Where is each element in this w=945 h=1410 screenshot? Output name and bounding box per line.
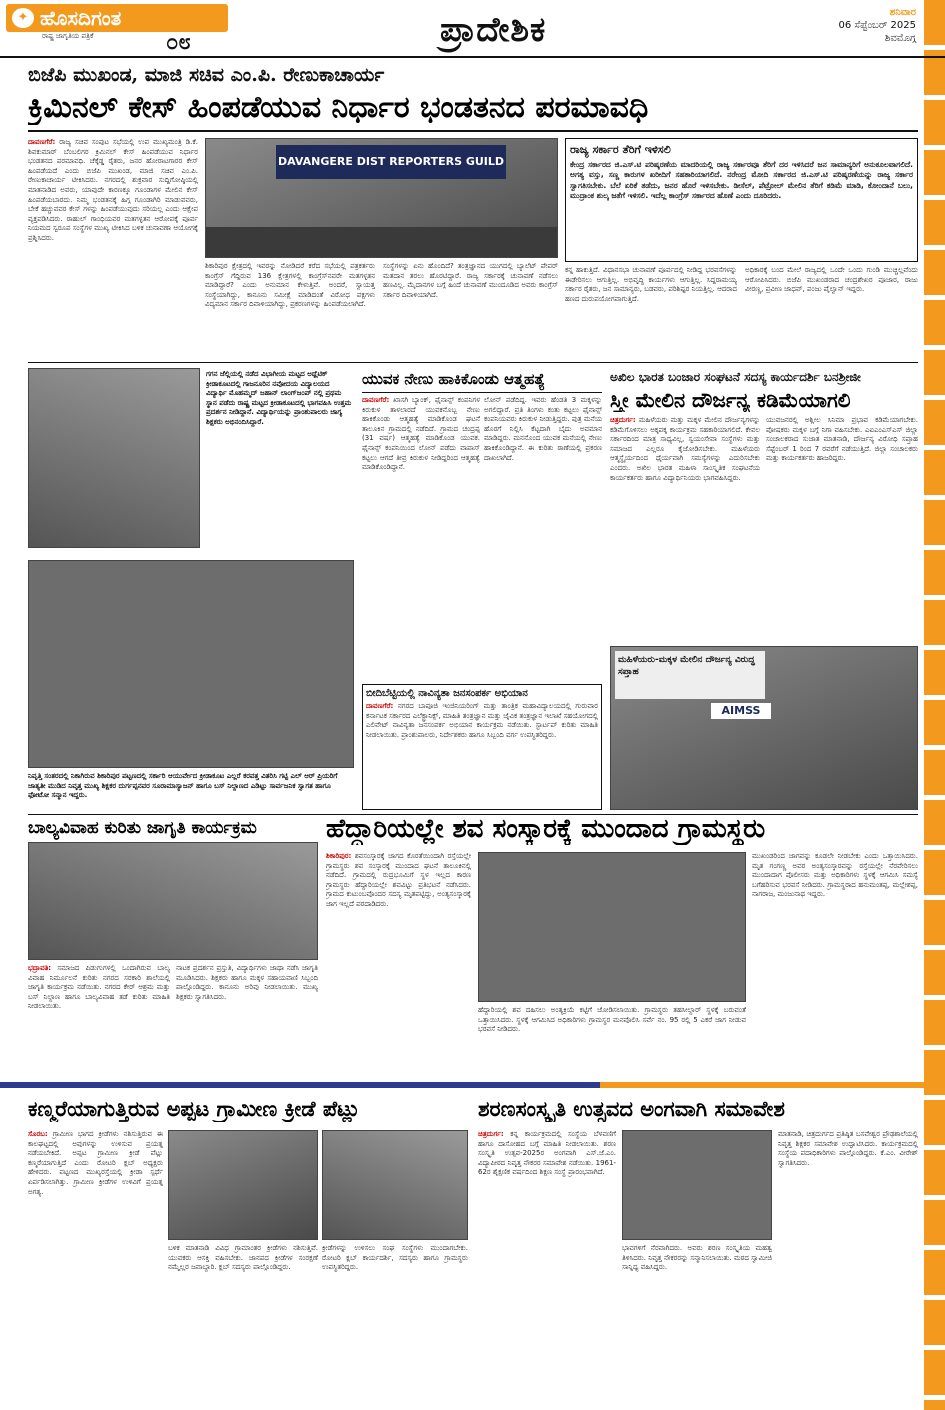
school-photo (28, 368, 200, 548)
suicide-column-1: ದಾವಣಗೆರೆ: ಖಾಸಗಿ ಬ್ಯಾಂಕ್, ಫೈನಾನ್ಸ್ ಕಂಪನಿಗಳ ಕಿರುಕುಳ ತಾಳಲಾರದೆ ಯುವಕನೊಬ್ಬ ನೇಣು ಹಾಕಿಕೊಂಡು ಆತ್ಮಹತ್ಯೆ ಮಾಡಿಕೊಂಡ ಘಟನೆ ತಾಲೂಕಿನ ಗ್ರಾಮದಲ್ಲಿ ನಡೆದಿದೆ. ಗ್ರಾಮದ ಚಂದ್ರಪ್ಪ (31 ವರ್ಷ) ಆತ್ಮಹತ್ಯೆ ಮಾಡಿಕೊಂಡ ಯುವಕ. ಫೈನಾನ್ಸ್ ಕಂಪನಿಯಿಂದ ಲೋನ್ ಪಡೆದು ವಾಪಾಸ್ ಕಟ್ಟಲು ಆಗದೆ ತೀವ್ರ ಕಿರುಕುಳ ನೀಡಿದ್ದರಿಂದ ಆತ್ಮಹತ್ಯೆ ಮಾಡಿಕೊಂಡಿದ್ದಾನೆ. (362, 396, 480, 472)
cremation-photo (478, 852, 746, 1002)
day-label: ಶನಿವಾರ (889, 7, 916, 18)
cremation-headline: ಹೆದ್ದಾರಿಯಲ್ಲೇ ಶವ ಸಂಸ್ಕಾರಕ್ಕೆ ಮುಂದಾದ ಗ್ರಾಮಸ್ಥರು (326, 814, 766, 844)
sharana-column-2: ಭಾವಗಳಿಗೆ ನೆರವಾಗಿದರು. ಅವರು ಶರಣ ಸಂಸ್ಕೃತಿಯ ಮಹತ್ವ ತಿಳಿಸಿದರು. ನಿವೃತ್ತ ನೌಕರರನ್ನು ಸನ್ಮಾನಿಸಲಾಯಿತು. ಮಠದ ಸ್ವಾಮೀಜಿ ಸಾನ್ನಿಧ್ಯ ವಹಿಸಿದ್ದರು. (622, 1244, 772, 1272)
date-label: 06 ಸೆಪ್ಟೆಂಬರ್ 2025 (838, 20, 916, 31)
child-marriage-column-2: ನಾಟಕ ಪ್ರದರ್ಶನ ಪ್ರಸ್ತುತಿ, ವಿದ್ಯಾರ್ಥಿಗಳು ಜಾಥಾ ನಡೆಸಿ ಜಾಗೃತಿ ಮೂಡಿಸಿದರು. ಶಿಕ್ಷಕರು ಹಾಗೂ ಮಕ್ಕಳ ಸಹಾಯವಾಣಿ ಸಿಬ್ಬಂದಿ ಪಾಲ್ಗೊಂಡಿದ್ದರು. ಕಾನೂನು ಅರಿವು ನೀಡಲಾಯಿತು. ಮುಖ್ಯ ಶಿಕ್ಷಕರು ಸ್ವಾಗತಿಸಿದರು. (176, 964, 318, 1001)
page-number: ೦೮ (166, 30, 191, 55)
suicide-rule (362, 392, 602, 393)
divider (28, 362, 918, 363)
banjara-photo-banner: ಮಹಿಳೆಯರು-ಮಕ್ಕಳ ಮೇಲಿನ ದೌರ್ಜನ್ಯ ವಿರುದ್ಧ ಸಪ್ತಾಹ (615, 651, 765, 699)
lead-column-3: ಸಂಸ್ಥೆಗಳನ್ನು ಏನು ಹೊಂದಿದೆ? ತಂತ್ರಜ್ಞಾನದ ಯುಗದಲ್ಲಿ ಬ್ಯಾಲೆಟ್ ಪೇಪರ್ ಮತದಾನ ತರಲು ಹೊರಟಿದ್ದಾರೆ. ರಾಜ್ಯ ಸರ್ಕಾರಕ್ಕೆ ಚುನಾವಣೆ ನಡೆಸಲು ಹಣವಿಲ್ಲ. ಮೈದಾನಗಳ ಬಗ್ಗೆ ಹಿಂದೆ ಚುನಾವಣೆ ಮುಂದೂಡಿದ ಅವರು ಕಾಂಗ್ರೆಸ್ ಸರ್ಕಾರ ದಿವಾಳಿಯಾಗಿದೆ. (383, 262, 558, 299)
awareness-body: ದಾವಣಗೆರೆ: ನಗರದ ಬಾಪೂಜಿ ಇಂಜಿನಿಯರಿಂಗ್ ಮತ್ತು ತಾಂತ್ರಿಕ ಮಹಾವಿದ್ಯಾಲಯದಲ್ಲಿ ಗುರುವಾರ ಕರ್ನಾಟಕ ಸರ್ಕಾರದ ಎಲೆಕ್ಟ್ರಾನಿಕ್ಸ್, ಮಾಹಿತಿ ತಂತ್ರಜ್ಞಾನ ಮತ್ತು ಜೈವಿಕ ತಂತ್ರಜ್ಞಾನ ಇಲಾಖೆ ಸಹಯೋಗದಲ್ಲಿ ಎಲಿವೇಟ್ ನಾವಿನ್ಯತಾ ಜನಸಂಪರ್ಕ ಅಭಿಯಾನ ಕಾರ್ಯಕ್ರಮ ನಡೆಯಿತು. ಸ್ಟಾರ್ಟಪ್ ಕುರಿತು ಮಾಹಿತಿ ನೀಡಲಾಯಿತು. ಪ್ರಾಂಶುಪಾಲರು, ನಿರ್ದೇಶಕರು ಹಾಗೂ ಸಿಬ್ಬಂದಿ ವರ್ಗ ಉಪಸ್ಥಿತರಿದ್ದರು. (366, 702, 598, 739)
sports-photo-1 (168, 1130, 318, 1240)
lead-kicker: ಬಿಜೆಪಿ ಮುಖಂಡ, ಮಾಜಿ ಸಚಿವ ಎಂ.ಪಿ. ರೇಣುಕಾಚಾರ್ಯ (28, 64, 385, 86)
child-marriage-photo (28, 842, 318, 960)
page-edge-strip (924, 0, 945, 1410)
lead-rule (28, 130, 918, 132)
suicide-column-2: ಲೋನ್ ಪಡೆದಿದ್ದ. ಇವರು ಹೆಂಡತಿ 3 ಮಕ್ಕಳನ್ನು ಅಗಲಿದ್ದಾರೆ. ಪ್ರತಿ ತಿಂಗಳು ಕಂತು ಕಟ್ಟಲು ಫೈನಾನ್ಸ್ ಕಂಪನಿಯವರು ಕಿರುಕುಳ ನೀಡುತ್ತಿದ್ದರು. ಪುತ್ರ ಮನೆಯ ಹೊರಗೆ ನಿಲ್ಲಿಸಿ ಕೆಟ್ಟದಾಗಿ ಬೈದು ಅವಮಾನ ಮಾಡಿದ್ದರು. ಮನನೊಂದ ಯುವಕ ಮನೆಯಲ್ಲಿ ನೇಣು ಹಾಕಿಕೊಂಡಿದ್ದಾನೆ. ಈ ಕುರಿತು ಠಾಣೆಯಲ್ಲಿ ಪ್ರಕರಣ ದಾಖಲಾಗಿದೆ. (484, 396, 602, 462)
sports-photo-2 (322, 1130, 468, 1240)
sharana-column-1: ಚಿತ್ರದುರ್ಗ: ಕನ್ನ ಕಾರ್ಯಕ್ರಮದಲ್ಲಿ ಸಂಸ್ಥೆಯ ಬೆಳವಣಿಗೆ ಹಾಗೂ ದಾಸೋಹದ ಬಗ್ಗೆ ಮಾಹಿತಿ ನೀಡಲಾಯಿತು. ಶರಣ ಸಂಸ್ಕೃತಿ ಉತ್ಸವ-2025ರ ಅಂಗವಾಗಿ ಎಸ್.ಜೆ.ಎಂ. ವಿದ್ಯಾಪೀಠದ ನಿವೃತ್ತ ನೌಕರರ ಸಮಾವೇಶ ನಡೆಯಿತು. 1961-62ರ ಶೈಕ್ಷಣಿಕ ವರ್ಷದಿಂದ ಶಿಕ್ಷಣ ಸಂಸ್ಥೆ ಪ್ರಾರಂಭವಾಗಿದೆ. (478, 1130, 616, 1177)
lead-column-2: ಶಿಕಾರಿಪುರ ಕ್ಷೇತ್ರದಲ್ಲಿ ಇವರನ್ನು ನೋಡಿದರೆ ಕರೆದ ಸಭೆಯಲ್ಲಿ ಪತ್ರಕರ್ತರು ಕಾಂಗ್ರೆಸ್ ಗೆದ್ದಿರುವ 136 ಕ್ಷೇತ್ರಗಳಲ್ಲಿ ಕಾಂಗ್ರೆಸ್‌ನವರೇ ಮತಗಳ್ಳತನ ಮಾಡಿದ್ದಾರೆ? ಎಂದು ಅನುಮಾನ ಕೇಳುತ್ತಿವೆ. ಅಂದರೆ, ಸ್ವಾಯತ್ತ ಸಂಸ್ಥೆಯಾಗಿದ್ದು, ಕಾನೂನು ಸಮೀಕ್ಷೆ ಮಾಡಿದಂತೆ ವಿರೋಧ ಪಕ್ಷಗಳು ವಿದ್ಯಮಾನ ಸರ್ಕಾರ ದಿವಾಳಿಯಾಗಿದ್ದು, ಪ್ರಕರಣಗಳನ್ನು ಹಿಂಪಡೆಯಲಾಗಿದೆ. (205, 262, 375, 309)
awareness-headline: ಬೀದಿಬೆಟ್ಟಿಯಲ್ಲಿ ನಾವಿನ್ಯತಾ ಜನಸಂಪರ್ಕ ಅಭಿಯಾನ (366, 688, 528, 699)
sports-column-2: ಬಳಿಕ ಮಾತನಾಡಿ ವಿವಿಧ ಗ್ರಾಮಾಂತರ ಕ್ರೀಡೆಗಳು ನಶಿಸುತ್ತಿವೆ. ಯುವಕರು ಆಸಕ್ತಿ ವಹಿಸಬೇಕು. ಜಾನಪದ ಕ್ರೀಡೆಗಳ ಸಂರಕ್ಷಣೆ ನಮ್ಮೆಲ್ಲರ ಜವಾಬ್ದಾರಿ. ಕ್ಲಬ್ ಸದಸ್ಯರು ಪಾಲ್ಗೊಂಡಿದ್ದರು. (168, 1244, 318, 1272)
cremation-column-2: ಹೆದ್ದಾರಿಯಲ್ಲಿ ಶವ ದಹಿಸಲು ಅಂತ್ಯಕ್ರಿಯೆ ಕಟ್ಟಿಗೆ ಜೋಡಿಸಲಾಯಿತು. ಗ್ರಾಮಸ್ಥರು ತಹಸೀಲ್ದಾರ್ ಸ್ಥಳಕ್ಕೆ ಬರುವಂತೆ ಒತ್ತಾಯಿಸಿದರು. ಸ್ಥಳಕ್ಕೆ ಆಗಮಿಸಿದ ಅಧಿಕಾರಿಗಳು ಗ್ರಾಮಸ್ಥರ ಮನವೊಲಿಸಿ ಸರ್ವೆ ನಂ. 95 ರಲ್ಲಿ 5 ಎಕರೆ ಜಾಗ ನೀಡುವ ಭರವಸೆ ನೀಡಿದರು. (478, 1006, 746, 1034)
city-label: ಶಿವಮೊಗ್ಗ (884, 33, 916, 44)
banjara-column-1: ಚಿತ್ರದುರ್ಗ: ಮಹಿಳೆಯರು ಮತ್ತು ಮಕ್ಕಳ ಮೇಲಿನ ದೌರ್ಜನ್ಯಗಳನ್ನು ಕಡಿಮೆಗೊಳಿಸಲು ಅಕ್ಕಪಕ್ಕ ಕಾರ್ಯಕ್ರಮ ಸಹಕಾರಿಯಾಗಲಿದೆ. ಕೇವಲ ಸರ್ಕಾರದಿಂದ ಮಾತ್ರ ಸಾಧ್ಯವಿಲ್ಲ, ಸ್ವಯಂಸೇವಾ ಸಂಸ್ಥೆಗಳು ಮತ್ತು ಸಮಾಜದ ಎಲ್ಲರೂ ಕೈಜೋಡಿಸಬೇಕು. ಮಹಿಳೆಯರು ಆತ್ಮಸ್ಥೈರ್ಯದಿಂದ ಧೈರ್ಯವಾಗಿ ಸಮಸ್ಯೆಗಳನ್ನು ಎದುರಿಸಬೇಕು ಎಂದರು. ಅಖಿಲ ಭಾರತ ಮಹಿಳಾ ಸಾಂಸ್ಕೃತಿಕ ಸಂಘಟನೆಯ ಕಾರ್ಯಕರ್ತರು ಹಾಗೂ ವಿದ್ಯಾರ್ಥಿನಿಯರು ಭಾಗವಹಿಸಿದ್ದರು. (610, 416, 760, 482)
banjara-headline: ಸ್ತ್ರೀ ಮೇಲಿನ ದೌರ್ಜನ್ಯ ಕಡಿಮೆಯಾಗಲಿ (610, 388, 851, 412)
banjara-photo-sign: AIMSS (711, 703, 771, 719)
cremation-column-1: ಶಿಕಾರಿಪುರ: ಶವಸಂಸ್ಕಾರಕ್ಕೆ ಜಾಗದ ಕೊರತೆಯಿಂದಾಗಿ ರಸ್ತೆಯಲ್ಲೇ ಗ್ರಾಮಸ್ಥರು ಶವ ಸಂಸ್ಕಾರಕ್ಕೆ ಮುಂದಾದ ಘಟನೆ ತಾಲೂಕಿನಲ್ಲಿ ನಡೆದಿದೆ. ಗ್ರಾಮದಲ್ಲಿ ರುದ್ರಭೂಮಿಗೆ ಸ್ಥಳ ಇಲ್ಲದ ಕಾರಣ ಗ್ರಾಮಸ್ಥರು ಹೆದ್ದಾರಿಯಲ್ಲೇ ಶವವಿಟ್ಟು ಪ್ರತಿಭಟನೆ ನಡೆಸಿದರು. ಗ್ರಾಮದ ಕುಟುಂಬವೊಂದರ ಸದಸ್ಯ ಮೃತಪಟ್ಟಿದ್ದು, ಅಂತ್ಯಸಂಸ್ಕಾರಕ್ಕೆ ಜಾಗ ಇಲ್ಲದೆ ಪರದಾಡಿದರು. (326, 852, 471, 908)
retirement-caption: ನಿವೃತ್ತಿ ಸಂತರದಲ್ಲಿ ನಿಕಾಗಿರುವ ಶಿಕಾರಿಪುರ ಪಟ್ಟಣದಲ್ಲಿ ಸರ್ಕಾರಿ ಆಯುರ್ವೇದ ಕ್ರೀಡಾಕೂಟ ಎಲ್ಲರೆ ಕರವತ್ತ ವಿತರಿಸಿ ಗಟ್ಟಿ ಎಲ್ ಆರ್ ಪ್ರಿಯರಿಗೆ ಜಾತ್ಯತೀ ಮುಡಿದ ನಿವೃತ್ತ ಮುಖ್ಯ ಶಿಕ್ಷಕರ ದುರ್ಗಪ್ಪನವರ ಸೂರಾಮಾಸ್ಯಾಜನ್ ಹಾಗೂ ಬಸ್ ನಿಲ್ದಾಣದ ಎಡಿಟ್ಟು ಸಾರ್ವಜನಿಕ ಸ್ವಾಗತ ಹಾಗೂ ಫೋಟೋ ಸನ್ಮಾನ ಇದ್ದರು. (28, 772, 338, 799)
masthead-tagline: ರಾಷ್ಟ್ರ ಜಾಗೃತಿಯ ಪತ್ರಿಕೆ (42, 32, 94, 40)
lead-sidebox (565, 138, 918, 262)
sharana-photo (622, 1130, 772, 1240)
suicide-headline: ಯುವಕ ನೇಣು ಹಾಕಿಕೊಂಡು ಆತ್ಮಹತ್ಯೆ (362, 370, 546, 388)
sports-column-1: ಸೊರಬ: ಗ್ರಾಮೀಣ ಭಾಗದ ಕ್ರೀಡೆಗಳು ನಶಿಸುತ್ತಿರುವ ಈ ಕಾಲಘಟ್ಟದಲ್ಲಿ ಅವುಗಳನ್ನು ಉಳಿಸುವ ಪ್ರಯತ್ನ ನಡೆಯಬೇಕಿದೆ. ಅಪ್ಪಟ ಗ್ರಾಮೀಣ ಕ್ರೀಡೆ ಪೆಟ್ಲು ಕಣ್ಮರೆಯಾಗುತ್ತಿದೆ ಎಂದು ರೋಟರಿ ಕ್ಲಬ್ ಅಧ್ಯಕ್ಷರು ಹೇಳಿದರು. ಪಟ್ಟಣದ ಮುಖ್ಯರಸ್ತೆಯಲ್ಲಿ ಕ್ರೀಡಾ ಸ್ಪರ್ಧೆ ಏರ್ಪಡಿಸಲಾಗಿತ್ತು. ಗ್ರಾಮೀಣ ಕ್ರೀಡೆಗಳ ಉಳಿವಿಗೆ ಪ್ರಯತ್ನ ಅಗತ್ಯ. (28, 1130, 163, 1196)
sharana-headline: ಶರಣಸಂಸ್ಕೃತಿ ಉತ್ಸವದ ಅಂಗವಾಗಿ ಸಮಾವೇಶ (478, 1096, 785, 1121)
banjara-kicker: ಅಖಿಲ ಭಾರತ ಬಂಜಾರ ಸಂಘಟನೆ ಸದಸ್ಯ ಕಾರ್ಯದರ್ಶಿ ಬನಶ್ರೀಜೀ (610, 370, 861, 384)
divider-bar-orange (600, 1082, 924, 1088)
masthead-title: ಹೊಸದಿಗಂತ (6, 4, 228, 32)
child-marriage-column-1: ಭದ್ರಾವತಿ: ಸಮಾಜದ ಪಿಡುಗುಗಳಲ್ಲಿ ಒಂದಾಗಿರುವ ಬಾಲ್ಯ ವಿವಾಹ ನಿರ್ಮೂಲನೆ ಕುರಿತು ನಗರದ ಸರಕಾರಿ ಶಾಲೆಯಲ್ಲಿ ಜಾಗೃತಿ ಕಾರ್ಯಕ್ರಮ ನಡೆಯಿತು. ನಗರದ ಕೇರ್ ಆಶ್ರಮ ಮತ್ತು ಬಸ್ ನಿಲ್ದಾಣ ಹಾಗೂ ಬಾಲ್ಯವಿವಾಹ ತಡೆ ಕುರಿತು ಮಾಹಿತಿ ನೀಡಲಾಯಿತು. (28, 964, 170, 1011)
divider-bar-blue (0, 1082, 600, 1088)
lead-photo-banner: DAVANGERE DIST REPORTERS GUILD (276, 145, 506, 179)
lead-column-5: ಅಧಿಕಾರಕ್ಕೆ ಬಂದ ಮೇಲೆ ರಾಜ್ಯದಲ್ಲಿ ಒಂದೇ ಒಂದು ಗುಂಡಿ ಮುಚ್ಚಿಲ್ಲವೆಂದು ಆರೋಪಿಸಿದರು. ಬಿಜೆಪಿ ಮುಖಂಡರಾದ ಚಂದ್ರಶೇಖರ ಪೂಜಾರ, ರಾಜು ವೀರಣ್ಣ, ಪ್ರವೀಣ ಜಾಧವ್, ಪಂಜು ಪೈಲ್ವಾನ್ ಇದ್ದರು. (745, 266, 918, 294)
awareness-box (362, 684, 602, 810)
sharana-column-3: ಮಾತನಾಡಿ, ಚಿತ್ರದುರ್ಗದ ಪ್ರತಿಷ್ಠಿತ ಬಸವೇಶ್ವರ ಪ್ರೌಢಶಾಲೆಯಲ್ಲಿ ನಿವೃತ್ತ ಶಿಕ್ಷಕರ ಸಮಾವೇಶ ಉದ್ಘಾಟಿಸಿದರು. ಕಾರ್ಯಕ್ರಮದಲ್ಲಿ ಸಂಸ್ಥೆಯ ಪದಾಧಿಕಾರಿಗಳು ಪಾಲ್ಗೊಂಡಿದ್ದರು. ಕೆ.ಎಂ. ವೀರೇಶ್ ಸ್ವಾಗತಿಸಿದರು. (778, 1130, 918, 1167)
school-caption: ಗಗನ ಜೆಲ್ಲಿಯಲ್ಲಿ ನಡೆದ ವಿಭಾಗೀಯ ಮಟ್ಟದ ಅಥ್ಲೆಟಿಕ್ ಕ್ರೀಡಾಕೂಟದಲ್ಲಿ ಗಾಜನೂರಿನ ನವೋದಯ ವಿದ್ಯಾಲಯದ ವಿದ್ಯಾರ್ಥಿ ಮೊಹಮ್ಮದ್ ಜಹಾನ್ ಲಾಂಗ್‌ಜಂಪ್ ನಲ್ಲಿ ಪ್ರಥಮ ಸ್ಥಾನ ಪಡೆದು ರಾಷ್ಟ್ರ ಮಟ್ಟದ ಕ್ರೀಡಾಕೂಟದಲ್ಲಿ ಭಾಗವಹಿಸಿ ಉತ್ತಮ ಪ್ರದರ್ಶನ ನೀಡಿದ್ದಾನೆ. ವಿದ್ಯಾರ್ಥಿಯನ್ನು ಪ್ರಾಂಶುಪಾಲರು ಜಾಗ್ಯ ಶಿಕ್ಷಕರು ಅಭಿನಂದಿಸಿದ್ದಾರೆ. (206, 370, 352, 426)
lead-headline: ಕ್ರಿಮಿನಲ್ ಕೇಸ್ ಹಿಂಪಡೆಯುವ ನಿರ್ಧಾರ ಭಂಡತನದ ಪರಮಾವಧಿ (28, 90, 649, 125)
lead-column-1: ದಾವಣಗೆರೆ: ರಾಜ್ಯ ಸಚಿವ ಸಂಪುಟ ಸಭೆಯಲ್ಲಿ ಉಪ ಮುಖ್ಯಮಂತ್ರಿ ಡಿ.ಕೆ. ಶಿವಕುಮಾರ್ ಬೆಂಬಲಿಗರ ಕ್ರಿಮಿನಲ್ ಕೇಸ್ ಹಿಂಪಡೆಯುವ ನಿರ್ಧಾರ ಭಂಡತನದ ಪರಮಾವಧಿ. ಚೆಕ್ಕೆಡ್ಡ ರೈತರು, ಜನರ ಹೋರಾಟಗಾರರ ಕೇಸ್ ಹಿಂಪಡೆಯದೆ ಎಂದು ಬಿಜೆಪಿ ಮುಖಂಡ, ಮಾಜಿ ಸಚಿವ ಎಂ.ಪಿ. ರೇಣುಕಾಚಾರ್ಯ ಟೀಕಿಸಿದರು. ನಗರದಲ್ಲಿ ಶುಕ್ರವಾರ ಸುದ್ದಿಗೋಷ್ಠಿಯಲ್ಲಿ ಮಾತನಾಡಿದ ಅವರು, ಯಾವುದೇ ಕಾರಣಕ್ಕೂ ಗೂಂಡಾಗಳ ಮೇಲಿನ ಕೇಸ್ ಹಿಂಪಡೆಯಬಾರದು. ನಿಮ್ಮ ಭಂಡತನಕ್ಕೆ ಹಿಗ್ಗ ಗೂಂಡಾಗಿರಿ ಮಾಡುವವರು, ಬೇಕೆ ಹಚ್ಚುವವರ ಕೇಸ್ ಗಳನ್ನು ಹಿಂಪಡೆಯುವುದು ಸರಿಯಲ್ಲ ಎಂದು ಆಕ್ಷೇಪ ವ್ಯಕ್ತಪಡಿಸಿದರು. ರಾಹುಲ್ ಗಾಂಧಿಯವರ ಮತಗಳ್ಳತನ ಆರೋಪಕ್ಕೆ ಪೂರ್ವ ನಿಯಮದ ಸ್ವರೂಪ ಸಂಸ್ಥೆಗಳ ಮುಖ್ಯ ಟೀಕಿಸಿದ ಬಳಿಕ ಚುನಾವಣಾ ಆಯೋಗಕ್ಕೆ ಪ್ರಶ್ನಿಸಿದರು. (28, 138, 198, 242)
retirement-photo (28, 560, 354, 768)
lead-column-4: ಕನ್ನ ಹಾಕುತ್ತಿದೆ. ವಿಧಾನಸಭಾ ಚುನಾವಣೆ ಪೂರ್ವದಲ್ಲಿ ನೀಡಿದ್ದ ಭರವಸೆಗಳನ್ನು ಈಡೇರಿಸಲು ಆಗುತ್ತಿಲ್ಲ. ಅಭಿವೃದ್ಧಿ ಕಾರ್ಯಗಳು ಆಗುತ್ತಿಲ್ಲ. ಸಿದ್ದರಾಮಯ್ಯ ಸರ್ಕಾರ ರೈತರು, ಜನ ಸಾಮಾನ್ಯರು, ಬಡವರು, ಪರಿಶಿಷ್ಟರ ನಿಯತ್ತಿಲ್ಲ. ಆದರಾದ ಹಣದ ದುರುಪಯೋಗವಾಗುತ್ತಿದೆ. (565, 266, 737, 303)
masthead-logo-icon: ✦ (12, 8, 34, 28)
cremation-column-3: ಮುಖಂಡರಿಂದ ಜಾಗವನ್ನು ಕೂಡಲೇ ನೀಡಬೇಕು ಎಂದು ಒತ್ತಾಯಿಸಿದರು. ಮೃತ ಗಂಗಣ್ಣ ಅವರ ಅಂತ್ಯಸಂಸ್ಕಾರವನ್ನು ರಸ್ತೆಯಲ್ಲೇ ನೆರವೇರಿಸಲು ಮುಂದಾದಾಗ ಪೊಲೀಸರು ಮತ್ತು ಅಧಿಕಾರಿಗಳು ಸ್ಥಳಕ್ಕೆ ಆಗಮಿಸಿ ಸಮಸ್ಯೆ ಬಗೆಹರಿಸುವ ಭರವಸೆ ನೀಡಿದರು. ಗ್ರಾಮಸ್ಥರಾದ ಹನುಮಂತಪ್ಪ, ಮಲ್ಲೇಶಪ್ಪ, ನಾಗರಾಜ, ಮಂಜುನಾಥ ಇದ್ದರು. (752, 852, 918, 899)
sidebox-title: ರಾಜ್ಯ ಸರ್ಕಾರ ತೆರಿಗೆ ಇಳಿಸಲಿ (570, 143, 671, 156)
section-title: ಪ್ರಾದೇಶಿಕ (440, 10, 547, 50)
masthead (6, 4, 228, 55)
sports-headline: ಕಣ್ಮರೆಯಾಗುತ್ತಿರುವ ಅಪ್ಪಟ ಗ್ರಾಮೀಣ ಕ್ರೀಡೆ ಪೆಟ್ಲು (28, 1096, 361, 1121)
sidebox-body: ಕೇಂದ್ರ ಸರ್ಕಾರದ ಜಿ.ಎಸ್.ಟಿ ಪರಿಷ್ಕರಣೆಯ ಮಾದರಿಯಲ್ಲಿ ರಾಜ್ಯ ಸರ್ಕಾರವೂ ತೆರಿಗೆ ದರ ಇಳಿಸಿದರೆ ಜನ ಸಾಮಾನ್ಯರಿಗೆ ಅನುಕೂಲವಾಗಲಿದೆ. ಅಗತ್ಯ ವಸ್ತು, ಸಣ್ಣ ಕಾರುಗಳ ಖರೀದಿಗೆ ಸಹಕಾರಿಯಾಗಲಿದೆ. ನರೇಂದ್ರ ಮೋದಿ ಸರ್ಕಾರದ ಜಿ.ಎಸ್.ಟಿ ಪರಿಷ್ಕರಣೆಯನ್ನು ರಾಜ್ಯ ಸರ್ಕಾರ ಸ್ವಾಗತಿಸಬೇಕು. ಬೆಲೆ ಏರಿಕೆ ತಡೆದು, ಜನರ ಹೊರೆ ಇಳಿಸಬೇಕು. ಡೀಸೆಲ್, ಪೆಟ್ರೋಲ್ ಮೇಲಿನ ತೆರಿಗೆ ಕಡಿಮೆ ಮಾಡಿ, ಕೋಂದಾನೆ ಬಲು, ಮುದ್ರಾಂಕ ಶುಲ್ಕ ಜತೆಗೆ ಇಳಿಸಲಿ. ಇದೆಲ್ಲ ಕಾಂಗ್ರೆಸ್ ಸರ್ಕಾರದ ಹೊಣೆ ಎಂದು ದೂರಿದರು. (570, 160, 913, 200)
banjara-column-2: ಯುವಜನರಲ್ಲಿ ಅಶ್ಲೀಲ ಸಿನಿಮಾ ಪ್ರಭಾವ ಕಡಿಮೆಯಾಗಬೇಕು. ಪೋಷಕರು ಮಕ್ಕಳ ಬಗ್ಗೆ ನಿಗಾ ವಹಿಸಬೇಕು. ಎಐಎಂಎಸ್‌ಎಸ್ ಜಿಲ್ಲಾ ಸಂಚಾಲಕರಾದ ಸುಜಾತ ಮಾತನಾಡಿ, ದೌರ್ಜನ್ಯ ವಿರೋಧಿ ಸಪ್ತಾಹ ಸೆಪ್ಟೆಂಬರ್ 1 ರಿಂದ 7 ರವರೆಗೆ ನಡೆಯುತ್ತಿದೆ. ಜಿಲ್ಲಾ ಸಂಚಾಲಕರು ಮತ್ತು ಕಾರ್ಯಕರ್ತರು ಹಾಜರಿದ್ದರು. (766, 416, 918, 463)
sports-column-3: ಕ್ರೀಡೆಗಳನ್ನು ಉಳಿಸಲು ಸಂಘ ಸಂಸ್ಥೆಗಳು ಮುಂದಾಗಬೇಕು. ರೋಟರಿ ಕ್ಲಬ್ ಕಾರ್ಯದರ್ಶಿ, ಸದಸ್ಯರು ಹಾಗೂ ಗ್ರಾಮಸ್ಥರು ಉಪಸ್ಥಿತರಿದ್ದರು. (322, 1244, 468, 1272)
child-marriage-headline: ಬಾಲ್ಯವಿವಾಹ ಕುರಿತು ಜಾಗೃತಿ ಕಾರ್ಯಕ್ರಮ (28, 818, 257, 838)
banjara-photo (610, 646, 918, 810)
lead-photo (205, 138, 558, 258)
dateline (810, 6, 916, 45)
